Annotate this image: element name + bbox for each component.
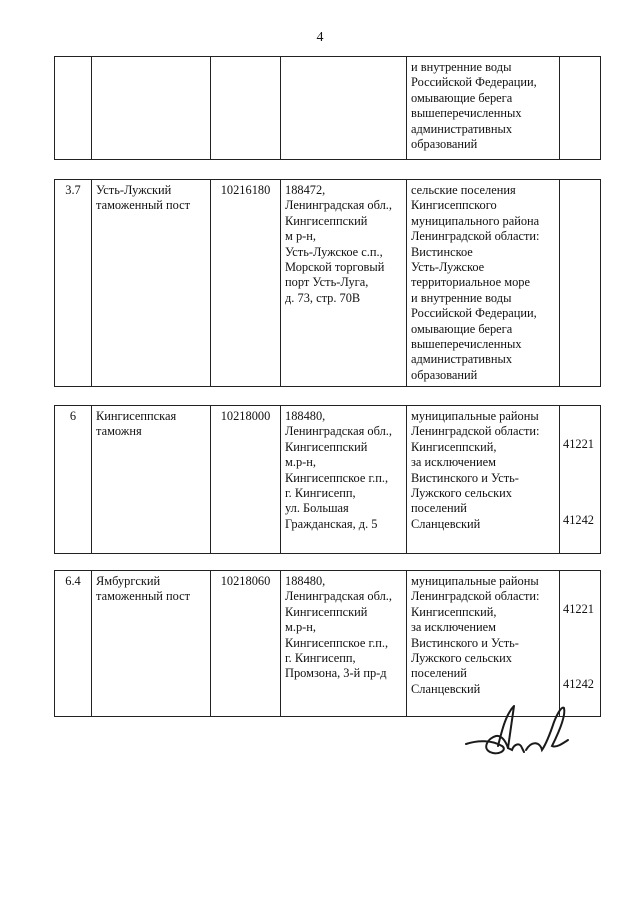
jurisdiction-area: сельские поселения Кингисеппского муниципального района Ленинградской области: Вистинское Усть-Лужское территориальное море и внутренние воды Российской Федерации, омывающие берега вышеперечисленных административных образований xyxy=(407,180,560,387)
jurisdiction-area: и внутренние воды Российской Федерации, омывающие берега вышеперечисленных административных образований xyxy=(407,57,560,160)
customs-address: 188480, Ленинградская обл., Кингисеппский м.р-н, Кингисеппское г.п., г. Кингисепп, ул. Большая Гражданская, д. 5 xyxy=(281,406,407,554)
customs-code: 10218000 xyxy=(211,406,281,554)
okato-code: 41221 xyxy=(563,602,594,616)
customs-name: Усть-Лужский таможенный пост xyxy=(92,180,211,387)
customs-code xyxy=(211,57,281,160)
table-block-6-4 xyxy=(54,570,601,717)
table-row xyxy=(55,57,601,160)
okato-code: 41242 xyxy=(563,677,594,691)
okato-cell xyxy=(560,57,601,160)
jurisdiction-area: муниципальные районы Ленинградской области: Кингисеппский, за исключением Вистинского и Усть- Лужского сельских поселений Сланцевский xyxy=(407,571,560,717)
table-row xyxy=(55,180,601,387)
jurisdiction-area: муниципальные районы Ленинградской области: Кингисеппский, за исключением Вистинского и Усть- Лужского сельских поселений Сланцевский xyxy=(407,406,560,554)
customs-address: 188480, Ленинградская обл., Кингисеппский м.р-н, Кингисеппское г.п., г. Кингисепп, Промзона, 3-й пр-д xyxy=(281,571,407,717)
table-block-continuation xyxy=(54,56,601,160)
customs-address xyxy=(281,57,407,160)
okato-cell xyxy=(560,406,601,554)
row-number: 3.7 xyxy=(55,180,92,387)
okato-cell xyxy=(560,571,601,717)
customs-code: 10218060 xyxy=(211,571,281,717)
table-row xyxy=(55,406,601,554)
okato-code: 41242 xyxy=(563,513,594,527)
page-number: 4 xyxy=(316,30,324,45)
customs-name: Ямбургский таможенный пост xyxy=(92,571,211,717)
customs-address: 188472, Ленинградская обл., Кингисеппский м р-н, Усть-Лужское с.п., Морской торговый порт Усть-Луга, д. 73, стр. 70В xyxy=(281,180,407,387)
customs-name xyxy=(92,57,211,160)
okato-code: 41221 xyxy=(563,437,594,451)
row-number: 6 xyxy=(55,406,92,554)
signature-image xyxy=(462,700,574,762)
table-row xyxy=(55,571,601,717)
table-block-3-7 xyxy=(54,179,601,387)
row-number xyxy=(55,57,92,160)
okato-cell xyxy=(560,180,601,387)
customs-name: Кингисеппская таможня xyxy=(92,406,211,554)
row-number: 6.4 xyxy=(55,571,92,717)
table-block-6 xyxy=(54,405,601,554)
customs-code: 10216180 xyxy=(211,180,281,387)
